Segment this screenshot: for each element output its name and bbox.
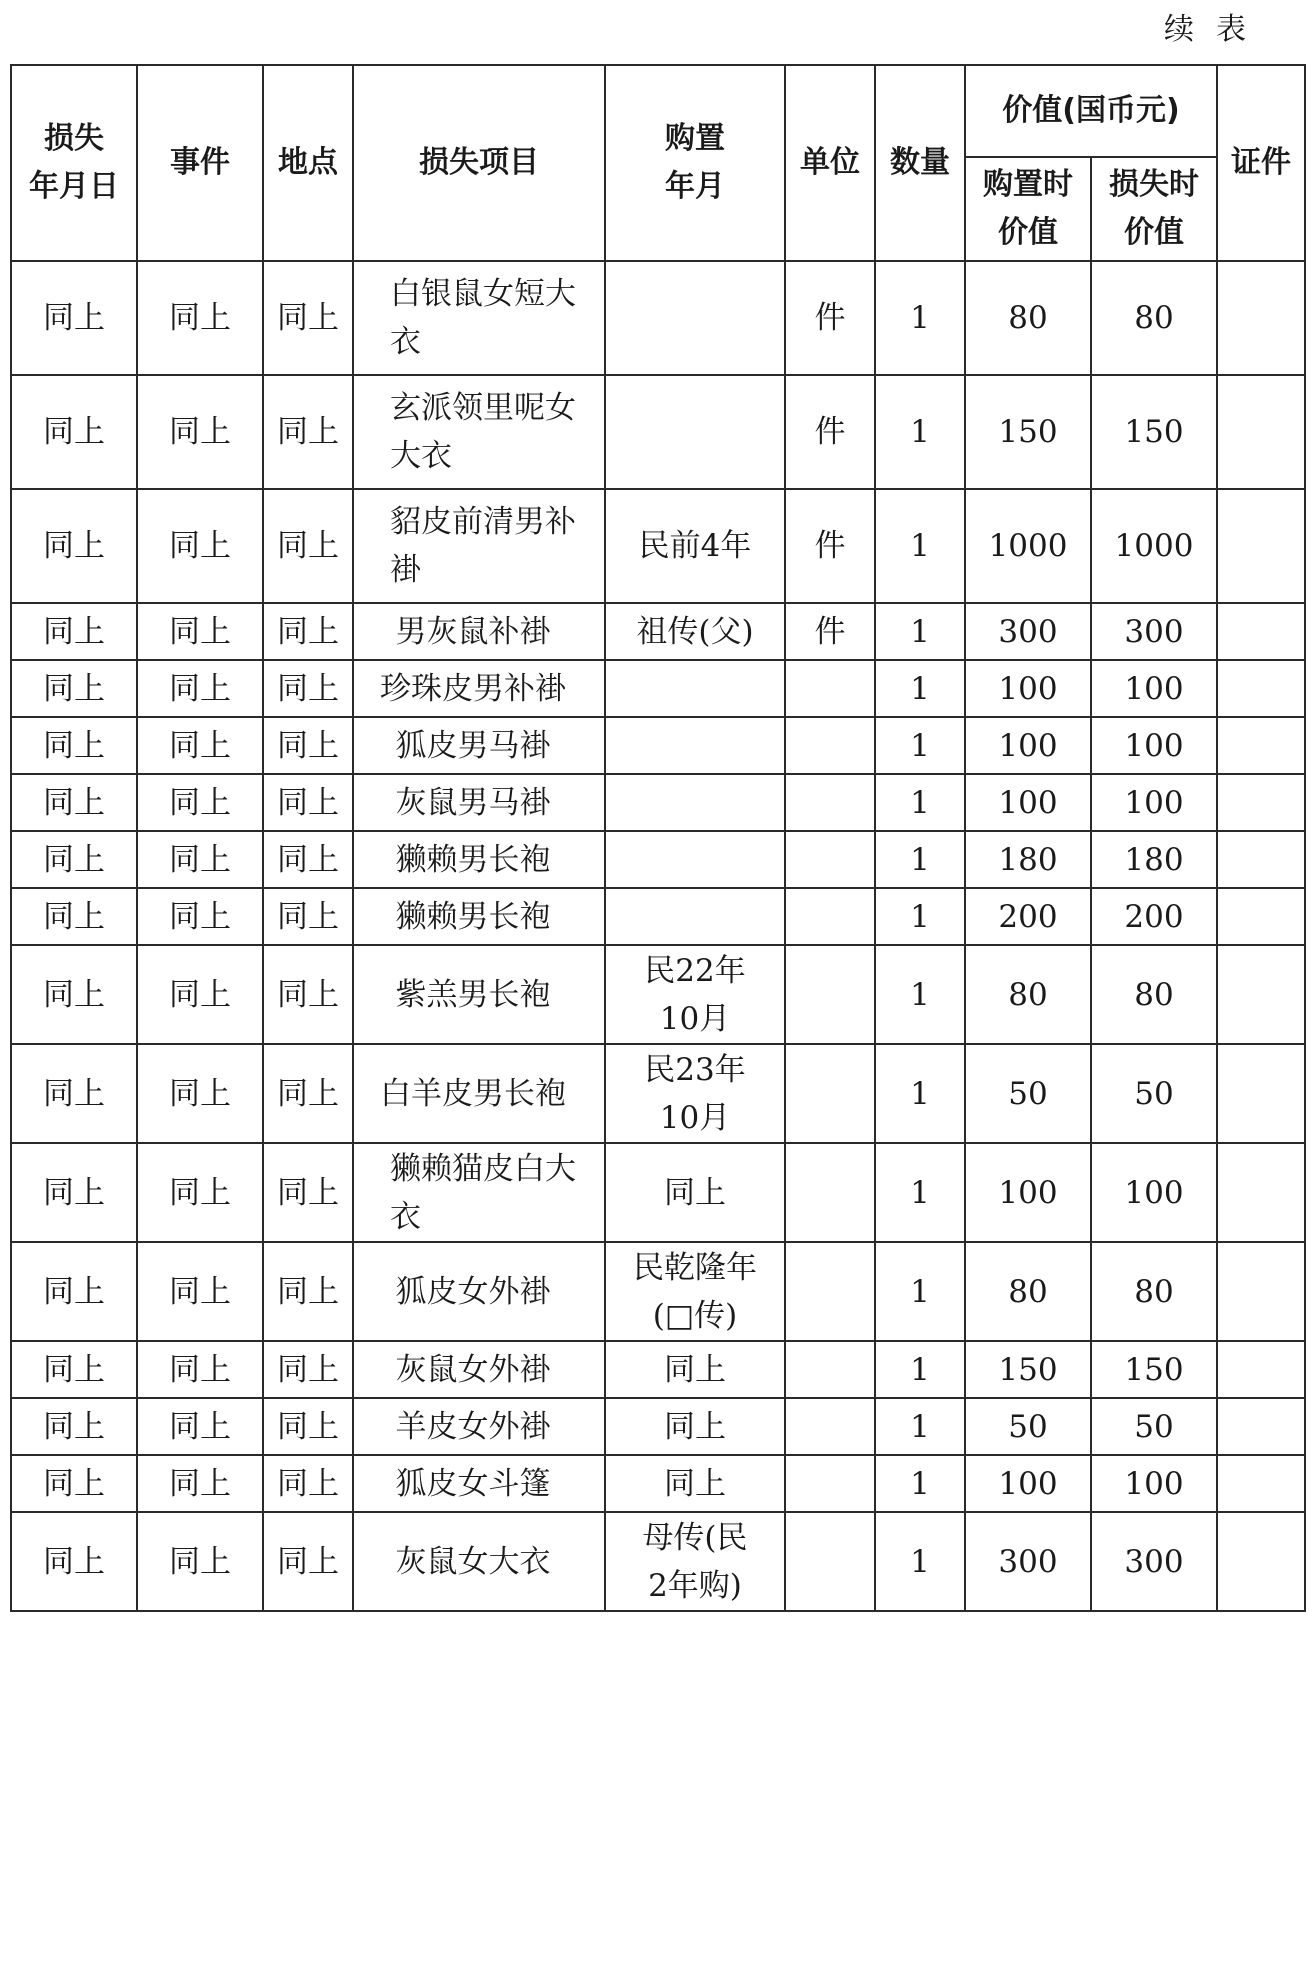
table-row [11,603,1305,660]
cell-value-loss: 100 [1091,774,1217,831]
cell-unit [785,1512,875,1611]
cell-value-purchase: 80 [965,1242,1091,1341]
cell-value-purchase: 150 [965,375,1091,489]
cell-item: 紫羔男长袍 [353,945,605,1044]
cell-event: 同上 [137,1044,263,1143]
table-row [11,1044,1305,1143]
cell-event: 同上 [137,1143,263,1242]
cell-loss-date: 同上 [11,1044,137,1143]
cell-place: 同上 [263,489,353,603]
cell-value-loss: 80 [1091,945,1217,1044]
header-place: 地点 [263,65,353,261]
cell-unit [785,1044,875,1143]
cell-event: 同上 [137,945,263,1044]
cell-place: 同上 [263,1242,353,1341]
cell-loss-date: 同上 [11,1242,137,1341]
cell-item: 獭赖男长袍 [353,888,605,945]
cell-purchase-date [605,774,785,831]
cell-event: 同上 [137,1242,263,1341]
cell-value-purchase: 100 [965,717,1091,774]
cell-loss-date: 同上 [11,375,137,489]
cell-item: 貂皮前清男补褂 [353,489,605,603]
cell-place: 同上 [263,888,353,945]
cell-certificate [1217,1242,1305,1341]
cell-loss-date: 同上 [11,1143,137,1242]
cell-value-loss: 100 [1091,1455,1217,1512]
cell-item: 白银鼠女短大衣 [353,261,605,375]
cell-place: 同上 [263,774,353,831]
cell-unit [785,660,875,717]
table-row [11,717,1305,774]
table-row [11,774,1305,831]
cell-quantity: 1 [875,945,965,1044]
cell-purchase-date: 母传(民 2年购) [605,1512,785,1611]
cell-value-purchase: 150 [965,1341,1091,1398]
table-header [11,65,1305,261]
cell-value-purchase: 80 [965,945,1091,1044]
cell-certificate [1217,603,1305,660]
cell-value-purchase: 100 [965,660,1091,717]
cell-purchase-date: 民23年 10月 [605,1044,785,1143]
header-loss-date: 损失 年月日 [11,65,137,261]
cell-quantity: 1 [875,489,965,603]
cell-item: 狐皮男马褂 [353,717,605,774]
cell-event: 同上 [137,717,263,774]
table-row [11,888,1305,945]
cell-loss-date: 同上 [11,603,137,660]
cell-certificate [1217,375,1305,489]
cell-unit [785,831,875,888]
cell-unit: 件 [785,375,875,489]
cell-item: 獭赖猫皮白大衣 [353,1143,605,1242]
cell-loss-date: 同上 [11,945,137,1044]
cell-certificate [1217,831,1305,888]
cell-place: 同上 [263,261,353,375]
header-certificate: 证件 [1217,65,1305,261]
cell-loss-date: 同上 [11,774,137,831]
cell-value-loss: 150 [1091,375,1217,489]
cell-value-loss: 100 [1091,1143,1217,1242]
cell-certificate [1217,1512,1305,1611]
cell-certificate [1217,261,1305,375]
cell-unit: 件 [785,489,875,603]
cell-unit [785,717,875,774]
cell-place: 同上 [263,945,353,1044]
cell-item: 男灰鼠补褂 [353,603,605,660]
cell-event: 同上 [137,261,263,375]
cell-value-loss: 80 [1091,1242,1217,1341]
cell-purchase-date [605,717,785,774]
cell-place: 同上 [263,717,353,774]
table-body [11,261,1305,1611]
cell-certificate [1217,945,1305,1044]
cell-unit: 件 [785,603,875,660]
table-row [11,660,1305,717]
cell-purchase-date: 同上 [605,1398,785,1455]
cell-purchase-date: 同上 [605,1455,785,1512]
cell-event: 同上 [137,1341,263,1398]
cell-event: 同上 [137,1455,263,1512]
cell-certificate [1217,489,1305,603]
cell-event: 同上 [137,1398,263,1455]
header-event: 事件 [137,65,263,261]
header-value-loss: 损失时 价值 [1091,157,1217,261]
cell-certificate [1217,888,1305,945]
header-purchase-date: 购置 年月 [605,65,785,261]
cell-value-loss: 300 [1091,1512,1217,1611]
cell-quantity: 1 [875,660,965,717]
cell-item: 灰鼠女大衣 [353,1512,605,1611]
cell-event: 同上 [137,489,263,603]
cell-value-loss: 100 [1091,717,1217,774]
cell-unit [785,1143,875,1242]
cell-purchase-date: 同上 [605,1143,785,1242]
cell-item: 玄派领里呢女大衣 [353,375,605,489]
continued-table-label: 续表 [1164,12,1268,47]
header-value-group: 价值(国币元) [965,65,1217,157]
cell-unit [785,1341,875,1398]
cell-certificate [1217,1143,1305,1242]
cell-certificate [1217,1455,1305,1512]
cell-place: 同上 [263,660,353,717]
cell-value-purchase: 80 [965,261,1091,375]
cell-purchase-date: 祖传(父) [605,603,785,660]
table-row [11,1341,1305,1398]
cell-item: 灰鼠男马褂 [353,774,605,831]
cell-quantity: 1 [875,1455,965,1512]
cell-value-purchase: 50 [965,1398,1091,1455]
cell-place: 同上 [263,375,353,489]
cell-quantity: 1 [875,375,965,489]
cell-purchase-date: 民乾隆年 (□传) [605,1242,785,1341]
cell-certificate [1217,1398,1305,1455]
cell-place: 同上 [263,1512,353,1611]
table-row [11,1398,1305,1455]
cell-certificate [1217,717,1305,774]
cell-certificate [1217,774,1305,831]
cell-item: 珍珠皮男补褂 [353,660,605,717]
cell-place: 同上 [263,1455,353,1512]
cell-value-loss: 100 [1091,660,1217,717]
cell-value-purchase: 100 [965,1143,1091,1242]
cell-value-purchase: 300 [965,1512,1091,1611]
table-row [11,1512,1305,1611]
cell-value-purchase: 200 [965,888,1091,945]
cell-quantity: 1 [875,717,965,774]
cell-purchase-date [605,375,785,489]
table-row [11,375,1305,489]
cell-value-loss: 50 [1091,1044,1217,1143]
cell-unit [785,1398,875,1455]
table-row [11,489,1305,603]
header-value-purchase: 购置时 价值 [965,157,1091,261]
cell-quantity: 1 [875,603,965,660]
cell-event: 同上 [137,831,263,888]
cell-purchase-date [605,888,785,945]
cell-loss-date: 同上 [11,1398,137,1455]
cell-unit: 件 [785,261,875,375]
cell-value-loss: 1000 [1091,489,1217,603]
cell-purchase-date: 民前4年 [605,489,785,603]
cell-event: 同上 [137,375,263,489]
table-row [11,831,1305,888]
cell-value-loss: 150 [1091,1341,1217,1398]
cell-loss-date: 同上 [11,1455,137,1512]
cell-loss-date: 同上 [11,888,137,945]
cell-item: 狐皮女外褂 [353,1242,605,1341]
cell-loss-date: 同上 [11,489,137,603]
cell-value-purchase: 100 [965,774,1091,831]
cell-quantity: 1 [875,774,965,831]
cell-value-purchase: 100 [965,1455,1091,1512]
cell-purchase-date: 同上 [605,1341,785,1398]
cell-value-purchase: 300 [965,603,1091,660]
cell-loss-date: 同上 [11,1341,137,1398]
cell-loss-date: 同上 [11,831,137,888]
cell-quantity: 1 [875,261,965,375]
cell-quantity: 1 [875,1341,965,1398]
cell-event: 同上 [137,1512,263,1611]
cell-purchase-date [605,660,785,717]
cell-value-loss: 200 [1091,888,1217,945]
cell-unit [785,945,875,1044]
cell-item: 灰鼠女外褂 [353,1341,605,1398]
cell-unit [785,774,875,831]
cell-place: 同上 [263,1044,353,1143]
cell-unit [785,1455,875,1512]
cell-value-purchase: 50 [965,1044,1091,1143]
cell-item: 獭赖男长袍 [353,831,605,888]
table-row [11,945,1305,1044]
table-row [11,1143,1305,1242]
cell-purchase-date [605,261,785,375]
cell-quantity: 1 [875,831,965,888]
cell-item: 狐皮女斗篷 [353,1455,605,1512]
cell-item: 白羊皮男长袍 [353,1044,605,1143]
header-item: 损失项目 [353,65,605,261]
cell-place: 同上 [263,831,353,888]
cell-value-loss: 50 [1091,1398,1217,1455]
cell-purchase-date: 民22年 10月 [605,945,785,1044]
cell-quantity: 1 [875,1242,965,1341]
cell-purchase-date [605,831,785,888]
cell-quantity: 1 [875,1398,965,1455]
cell-value-loss: 80 [1091,261,1217,375]
table-row [11,1455,1305,1512]
cell-place: 同上 [263,1143,353,1242]
header-unit: 单位 [785,65,875,261]
cell-certificate [1217,660,1305,717]
loss-table [10,64,1306,1612]
cell-quantity: 1 [875,1143,965,1242]
cell-value-loss: 180 [1091,831,1217,888]
cell-loss-date: 同上 [11,660,137,717]
header-quantity: 数量 [875,65,965,261]
cell-event: 同上 [137,774,263,831]
cell-place: 同上 [263,603,353,660]
cell-place: 同上 [263,1398,353,1455]
cell-quantity: 1 [875,888,965,945]
cell-loss-date: 同上 [11,261,137,375]
cell-value-purchase: 180 [965,831,1091,888]
cell-quantity: 1 [875,1044,965,1143]
cell-event: 同上 [137,888,263,945]
cell-certificate [1217,1341,1305,1398]
table-row [11,261,1305,375]
cell-unit [785,1242,875,1341]
cell-item: 羊皮女外褂 [353,1398,605,1455]
cell-unit [785,888,875,945]
cell-place: 同上 [263,1341,353,1398]
cell-quantity: 1 [875,1512,965,1611]
cell-value-purchase: 1000 [965,489,1091,603]
table-row [11,1242,1305,1341]
cell-certificate [1217,1044,1305,1143]
cell-event: 同上 [137,603,263,660]
cell-loss-date: 同上 [11,1512,137,1611]
cell-event: 同上 [137,660,263,717]
cell-loss-date: 同上 [11,717,137,774]
cell-value-loss: 300 [1091,603,1217,660]
